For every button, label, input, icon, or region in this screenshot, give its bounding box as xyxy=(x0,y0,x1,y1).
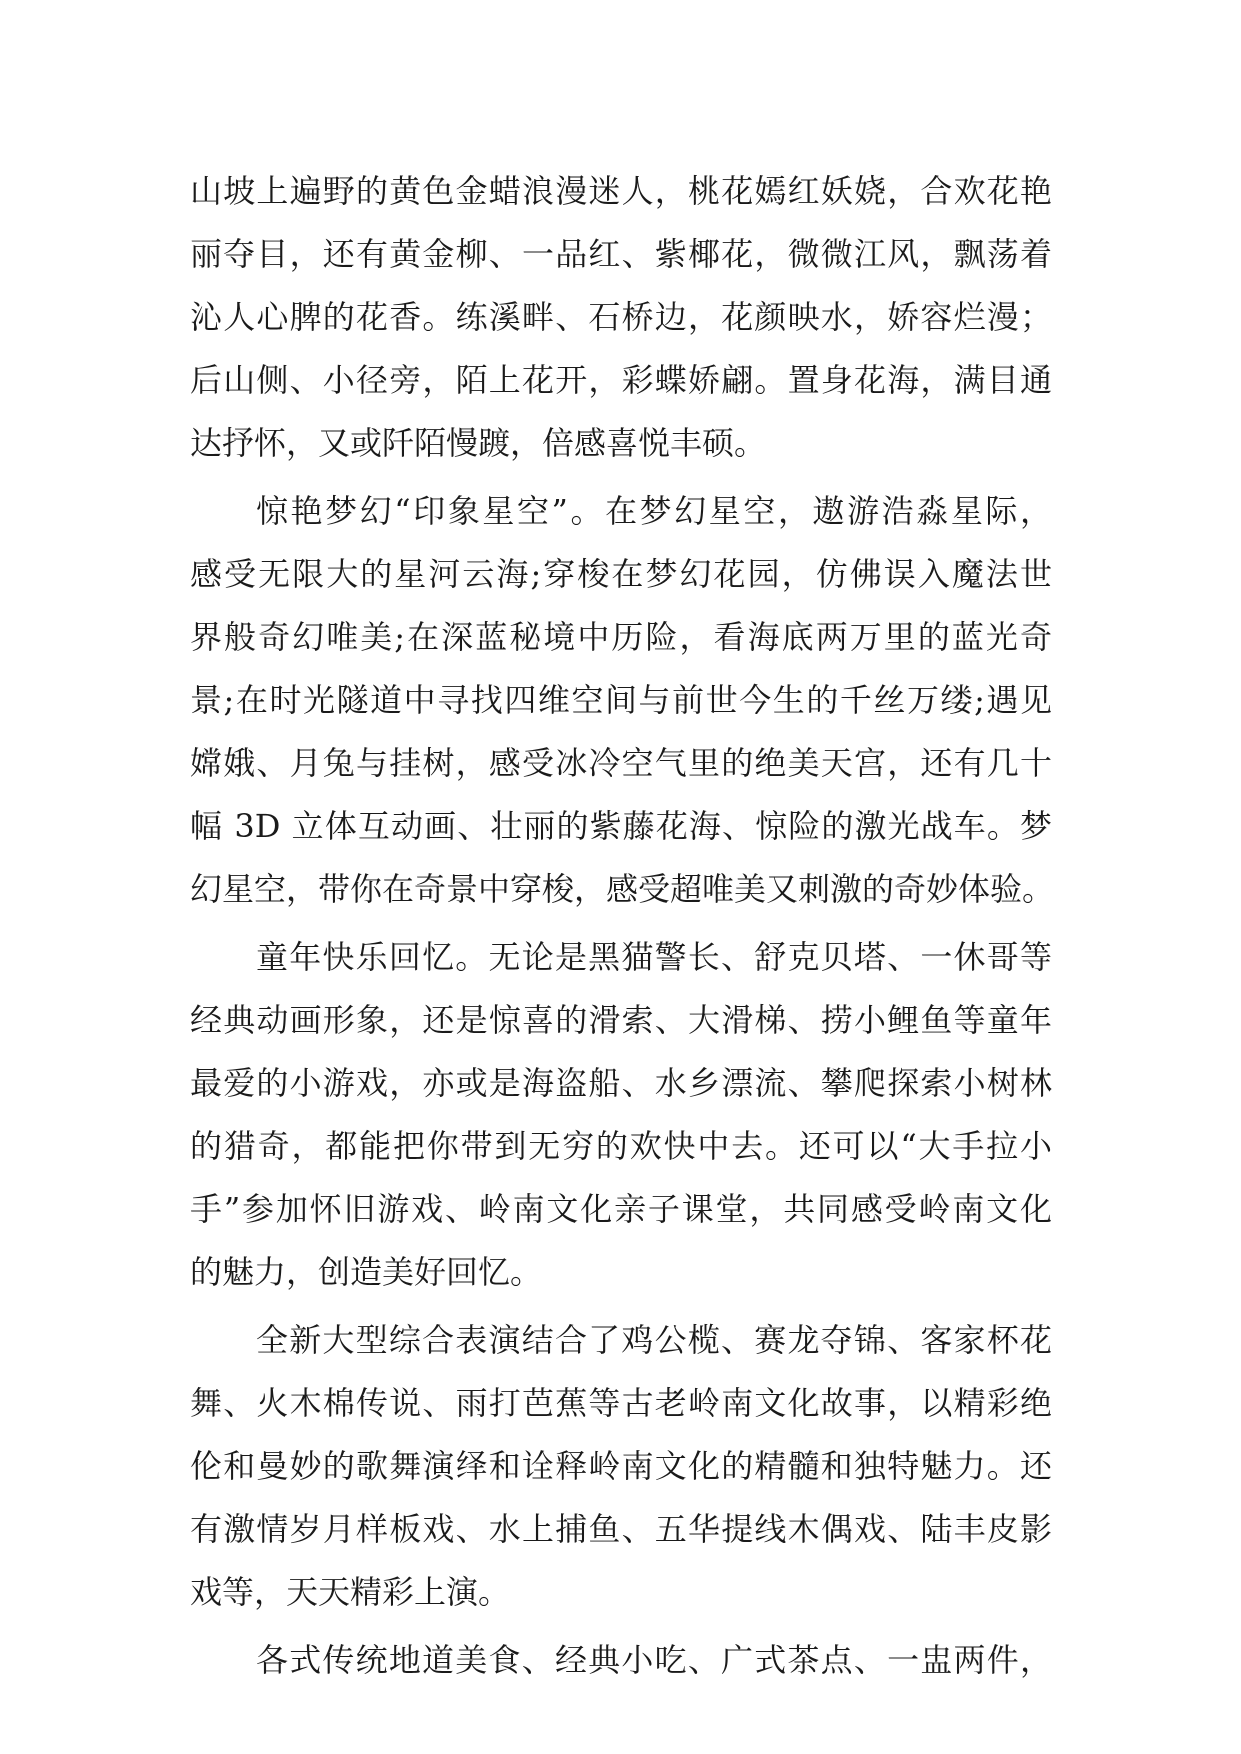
text-line: 的魅力，创造美好回忆。 xyxy=(190,1253,543,1291)
text-line: 的猎奇，都能把你带到无穷的欢快中去。还可以“大手拉小 xyxy=(190,1127,1052,1165)
paragraph-childhood xyxy=(190,926,1052,1304)
text-line: 沁人心脾的花香。练溪畔、石桥边，花颜映水，娇容烂漫； xyxy=(190,298,1052,336)
paragraph-flowers xyxy=(190,160,1052,475)
text-line: 丽夺目，还有黄金柳、一品红、紫椰花，微微江风，飘荡着 xyxy=(190,235,1052,273)
text-line: 手”参加怀旧游戏、岭南文化亲子课堂，共同感受岭南文化 xyxy=(190,1190,1052,1228)
text-line: 界般奇幻唯美;在深蓝秘境中历险，看海底两万里的蓝光奇 xyxy=(190,618,1052,656)
text-line: 戏等，天天精彩上演。 xyxy=(190,1573,511,1611)
paragraph-performance xyxy=(190,1309,1052,1624)
text-line: 最爱的小游戏，亦或是海盗船、水乡漂流、攀爬探索小树林 xyxy=(190,1064,1052,1102)
text-line: 童年快乐回忆。无论是黑猫警长、舒克贝塔、一休哥等 xyxy=(256,938,1052,976)
text-line: 幅 3D 立体互动画、壮丽的紫藤花海、惊险的激光战车。梦 xyxy=(190,807,1052,845)
text-line: 感受无限大的星河云海;穿梭在梦幻花园，仿佛误入魔法世 xyxy=(190,555,1052,593)
text-line: 全新大型综合表演结合了鸡公榄、赛龙夺锦、客家杯花 xyxy=(256,1321,1052,1359)
text-line: 幻星空，带你在奇景中穿梭，感受超唯美又刺激的奇妙体验。 xyxy=(190,870,1055,908)
text-line: 景;在时光隧道中寻找四维空间与前世今生的千丝万缕;遇见 xyxy=(190,681,1052,719)
text-line: 达抒怀，又或阡陌慢踱，倍感喜悦丰硕。 xyxy=(190,424,767,462)
paragraph-starry-sky xyxy=(190,480,1055,921)
text-line: 惊艳梦幻“印象星空”。在梦幻星空，遨游浩淼星际， xyxy=(256,492,1052,530)
text-line: 有激情岁月样板戏、水上捕鱼、五华提线木偶戏、陆丰皮影 xyxy=(190,1510,1052,1548)
text-line: 后山侧、小径旁，陌上花开，彩蝶娇翩。置身花海，满目通 xyxy=(190,361,1052,399)
paragraph-food xyxy=(190,1629,1052,1692)
document-body xyxy=(190,160,1055,1692)
text-line: 嫦娥、月兔与挂树，感受冰冷空气里的绝美天宫，还有几十 xyxy=(190,744,1052,782)
text-line: 伦和曼妙的歌舞演绎和诠释岭南文化的精髓和独特魅力。还 xyxy=(190,1447,1052,1485)
text-line: 山坡上遍野的黄色金蜡浪漫迷人，桃花嫣红妖娆，合欢花艳 xyxy=(190,172,1052,210)
text-line: 舞、火木棉传说、雨打芭蕉等古老岭南文化故事，以精彩绝 xyxy=(190,1384,1052,1422)
text-line: 各式传统地道美食、经典小吃、广式茶点、一盅两件， xyxy=(256,1641,1052,1679)
text-line: 经典动画形象，还是惊喜的滑索、大滑梯、捞小鲤鱼等童年 xyxy=(190,1001,1052,1039)
